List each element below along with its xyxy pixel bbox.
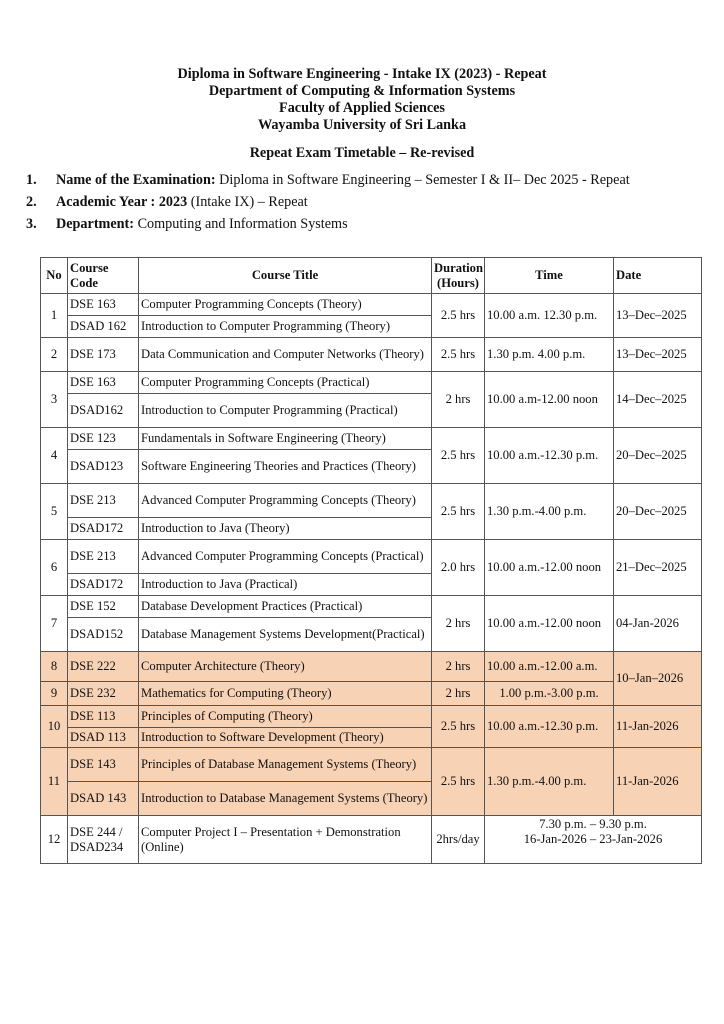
table-row: 2 DSE 173 Data Communication and Computer Networks (Theory) 2.5 hrs 1.30 p.m. 4.00 p.m. 13–Dec–2025 — [41, 338, 702, 372]
table-row: 1 DSE 163 Computer Programming Concepts (Theory) 2.5 hrs 10.00 a.m. 12.30 p.m. 13–Dec–2025 — [41, 294, 702, 316]
header-course-code: Course Code — [68, 258, 139, 294]
table-row: DSAD152 Database Management Systems Development(Practical) — [41, 618, 702, 652]
table-row-highlighted: 11 DSE 143 Principles of Database Management Systems (Theory) 2.5 hrs 1.30 p.m.-4.00 p.m. 11-Jan-2026 — [41, 748, 702, 782]
table-row-highlighted: DSAD 113 Introduction to Software Development (Theory) — [41, 728, 702, 748]
table-row: 12 DSE 244 / DSAD234 Computer Project I – Presentation + Demonstration (Online) 2hrs/day 7.30 p.m. – 9.30 p.m. 16-Jan-2026 – 23-Jan-2026 — [41, 816, 702, 864]
timetable-subtitle: Repeat Exam Timetable – Re-revised — [249, 145, 475, 161]
table-row-highlighted: DSAD 143 Introduction to Database Management Systems (Theory) — [41, 782, 702, 816]
info-item-academic-year: 2. Academic Year : 2023 (Intake IX) – Repeat — [26, 194, 308, 210]
table-row: 4 DSE 123 Fundamentals in Software Engineering (Theory) 2.5 hrs 10.00 a.m.-12.30 p.m. 20–Dec–2025 — [41, 428, 702, 450]
table-row-highlighted: 10 DSE 113 Principles of Computing (Theory) 2.5 hrs 10.00 a.m.-12.30 p.m. 11-Jan-2026 — [41, 706, 702, 728]
info-item-exam-name: 1. Name of the Examination: Diploma in Software Engineering – Semester I & II– Dec 2025 - Repeat — [26, 172, 630, 188]
exam-timetable — [40, 257, 702, 864]
table-row: 5 DSE 213 Advanced Computer Programming Concepts (Theory) 2.5 hrs 1.30 p.m.-4.00 p.m. 20–Dec–2025 — [41, 484, 702, 518]
faculty-title: Faculty of Applied Sciences — [279, 100, 445, 116]
info-item-department: 3. Department: Computing and Information Systems — [26, 216, 348, 232]
program-title: Diploma in Software Engineering - Intake IX (2023) - Repeat — [177, 66, 547, 82]
header-no: No — [41, 258, 68, 294]
table-row-highlighted: 8 DSE 222 Computer Architecture (Theory) 2 hrs 10.00 a.m.-12.00 a.m. 10–Jan–2026 — [41, 652, 702, 682]
table-row: 6 DSE 213 Advanced Computer Programming Concepts (Practical) 2.0 hrs 10.00 a.m.-12.00 noon 21–Dec–2025 — [41, 540, 702, 574]
table-row: DSAD162 Introduction to Computer Programming (Practical) — [41, 394, 702, 428]
document-header — [0, 66, 724, 134]
exam-info-list — [24, 169, 630, 235]
header-date: Date — [614, 258, 702, 294]
university-title: Wayamba University of Sri Lanka — [257, 117, 467, 133]
header-course-title: Course Title — [139, 258, 432, 294]
department-title: Department of Computing & Information Systems — [208, 83, 516, 99]
table-row: DSAD123 Software Engineering Theories and Practices (Theory) — [41, 450, 702, 484]
table-row-highlighted: 9 DSE 232 Mathematics for Computing (Theory) 2 hrs 1.00 p.m.-3.00 p.m. — [41, 682, 702, 706]
table-row: 7 DSE 152 Database Development Practices (Practical) 2 hrs 10.00 a.m.-12.00 noon 04-Jan-2026 — [41, 596, 702, 618]
table-row: DSAD172 Introduction to Java (Practical) — [41, 574, 702, 596]
table-row: DSAD 162 Introduction to Computer Programming (Theory) — [41, 316, 702, 338]
header-duration: Duration (Hours) — [432, 258, 485, 294]
project-schedule: 7.30 p.m. – 9.30 p.m. 16-Jan-2026 – 23-Jan-2026 — [485, 816, 702, 864]
table-row: DSAD172 Introduction to Java (Theory) — [41, 518, 702, 540]
header-time: Time — [485, 258, 614, 294]
table-row: 3 DSE 163 Computer Programming Concepts (Practical) 2 hrs 10.00 a.m-12.00 noon 14–Dec–2025 — [41, 372, 702, 394]
table-header-row — [41, 258, 702, 294]
